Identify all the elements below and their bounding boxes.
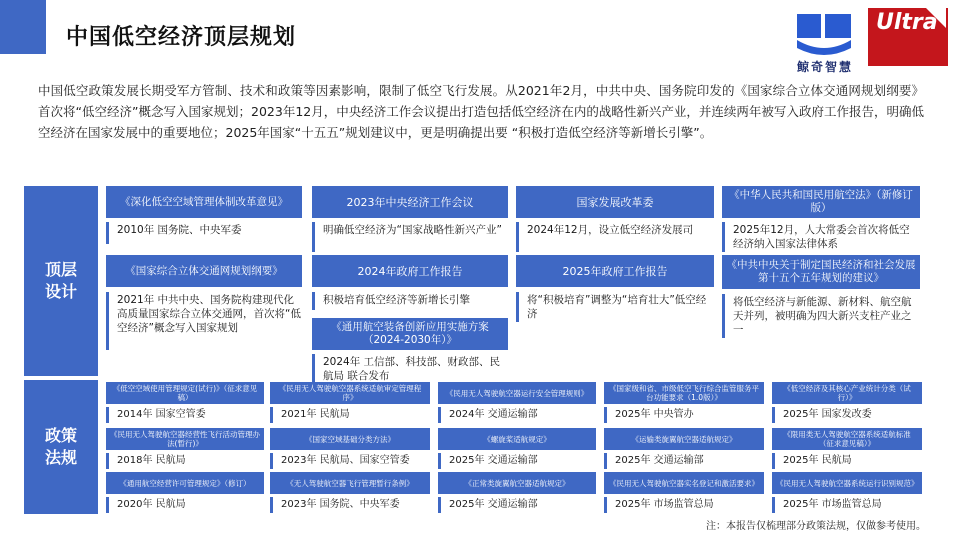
- top-item-desc: 2021年 中共中央、国务院构建现代化高质量国家综合立体交通网，首次将“低空经济”概念写入国家规划: [106, 292, 302, 350]
- policy-item-title: 《国家级和省、市级低空飞行综合监管服务平台功能要求（1.0版）》: [604, 382, 764, 404]
- policy-item-title: 《正常类旋翼航空器适航规定》: [438, 472, 596, 494]
- policy-item-title: 《民用无人驾驶航空器系统适航审定管理程序》: [270, 382, 430, 404]
- page-title: 中国低空经济顶层规划: [66, 25, 297, 50]
- policy-item-desc: 2025年 中央管办: [604, 407, 764, 423]
- top-item-title: 2025年政府工作报告: [516, 255, 714, 287]
- footnote: 注：本报告仅梳理部分政策法规，仅做参考使用。: [706, 521, 926, 532]
- policy-item-desc: 2021年 民航局: [270, 407, 430, 423]
- brand-text: 鲸奇智慧: [796, 60, 853, 74]
- policy-item-desc: 2025年 民航局: [772, 453, 922, 469]
- top-item-desc: 2024年 工信部、科技部、财政部、民航局 联合发布: [312, 354, 508, 384]
- brand-logo: [790, 10, 860, 76]
- top-item-title: 2023年中央经济工作会议: [312, 186, 508, 218]
- policy-item-title: 《民用无人驾驶航空器实名登记和激活要求》: [604, 472, 764, 494]
- policy-item-desc: 2024年 交通运输部: [438, 407, 596, 423]
- policy-item-desc: 2020年 民航局: [106, 497, 264, 513]
- policy-item-title: 《无人驾驶航空器飞行管理暂行条例》: [270, 472, 430, 494]
- top-item-title: 国家发展改革委: [516, 186, 714, 218]
- policy-item-desc: 2025年 交通运输部: [438, 453, 596, 469]
- section-top-design: 顶层 设计: [24, 186, 98, 376]
- policy-item-title: 《限用类无人驾驶航空器系统适航标准（征求意见稿）》: [772, 428, 922, 450]
- top-item-desc: 将低空经济与新能源、新材料、航空航天并列，被明确为四大新兴支柱产业之一: [722, 294, 920, 338]
- intro-paragraph: 中国低空政策发展长期受军方管制、技术和政策等因素影响，限制了低空飞行发展。从2021年2月，中共中央、国务院印发的《国家综合立体交通网规划纲要》首次将“低空经济”概念写入国家规划；2023年12月，中央经济工作会议提出打造包括低空经济在内的战略性新兴产业，并连续两年被写入政府工作报告，明确低空经济在国家发展中的重要地位；2025年国家“十五五”规划建议中，更是明确提出要 “积极打造低空经济等新增长引擎”。: [38, 83, 924, 140]
- section-policy: 政策 法规: [24, 380, 98, 514]
- policy-item-desc: 2025年 交通运输部: [438, 497, 596, 513]
- policy-item-desc: 2023年 国务院、中央军委: [270, 497, 430, 513]
- policy-item-title: 《低空经济及其核心产业统计分类（试行）》: [772, 382, 922, 404]
- policy-item-title: 《民用无人驾驶航空器运行安全管理规则》: [438, 382, 596, 404]
- top-item-desc: 将“积极培育”调整为“培育壮大”低空经济: [516, 292, 714, 322]
- whale-logo-icon: [793, 12, 855, 58]
- policy-item-title: 《低空空域使用管理规定(试行)》（征求意见稿）: [106, 382, 264, 404]
- corner-accent: [0, 0, 46, 54]
- policy-item-desc: 2023年 民航局、国家空管委: [270, 453, 430, 469]
- top-item-title: 《国家综合立体交通网规划纲要》: [106, 255, 302, 287]
- ultra-badge-text: Ultra: [876, 10, 938, 35]
- policy-item-desc: 2025年 交通运输部: [604, 453, 764, 469]
- policy-item-desc: 2014年 国家空管委: [106, 407, 264, 423]
- top-item-title: 《通用航空装备创新应用实施方案（2024-2030年）》: [312, 318, 508, 350]
- policy-item-title: 《国家空域基础分类方法》: [270, 428, 430, 450]
- policy-item-desc: 2025年 市场监管总局: [604, 497, 764, 513]
- policy-item-title: 《运输类旋翼航空器适航规定》: [604, 428, 764, 450]
- top-item-title: 《深化低空空域管理体制改革意见》: [106, 186, 302, 218]
- ultra-badge: [868, 8, 948, 66]
- top-item-title: 2024年政府工作报告: [312, 255, 508, 287]
- policy-item-title: 《螺旋桨适航规定》: [438, 428, 596, 450]
- policy-item-title: 《民用无人驾驶航空器系统运行识别规范》: [772, 472, 922, 494]
- policy-item-title: 《民用无人驾驶航空器经营性飞行活动管理办法(暂行)》: [106, 428, 264, 450]
- top-item-title: 《中共中央关于制定国民经济和社会发展第十五个五年规划的建议》: [722, 255, 920, 289]
- policy-item-title: 《通用航空经营许可管理规定》（修订）: [106, 472, 264, 494]
- top-item-desc: 明确低空经济为“国家战略性新兴产业”: [312, 222, 508, 252]
- top-item-desc: 积极培育低空经济等新增长引擎: [312, 292, 508, 310]
- badge-corner-icon: [926, 8, 946, 28]
- top-item-desc: 2025年12月，人大常委会首次将低空经济纳入国家法律体系: [722, 222, 920, 252]
- policy-item-desc: 2025年 国家发改委: [772, 407, 922, 423]
- top-item-desc: 2010年 国务院、中央军委: [106, 222, 302, 244]
- top-item-title: 《中华人民共和国民用航空法》（新修订版）: [722, 186, 920, 218]
- top-item-desc: 2024年12月，设立低空经济发展司: [516, 222, 714, 252]
- policy-item-desc: 2018年 民航局: [106, 453, 264, 469]
- policy-item-desc: 2025年 市场监管总局: [772, 497, 922, 513]
